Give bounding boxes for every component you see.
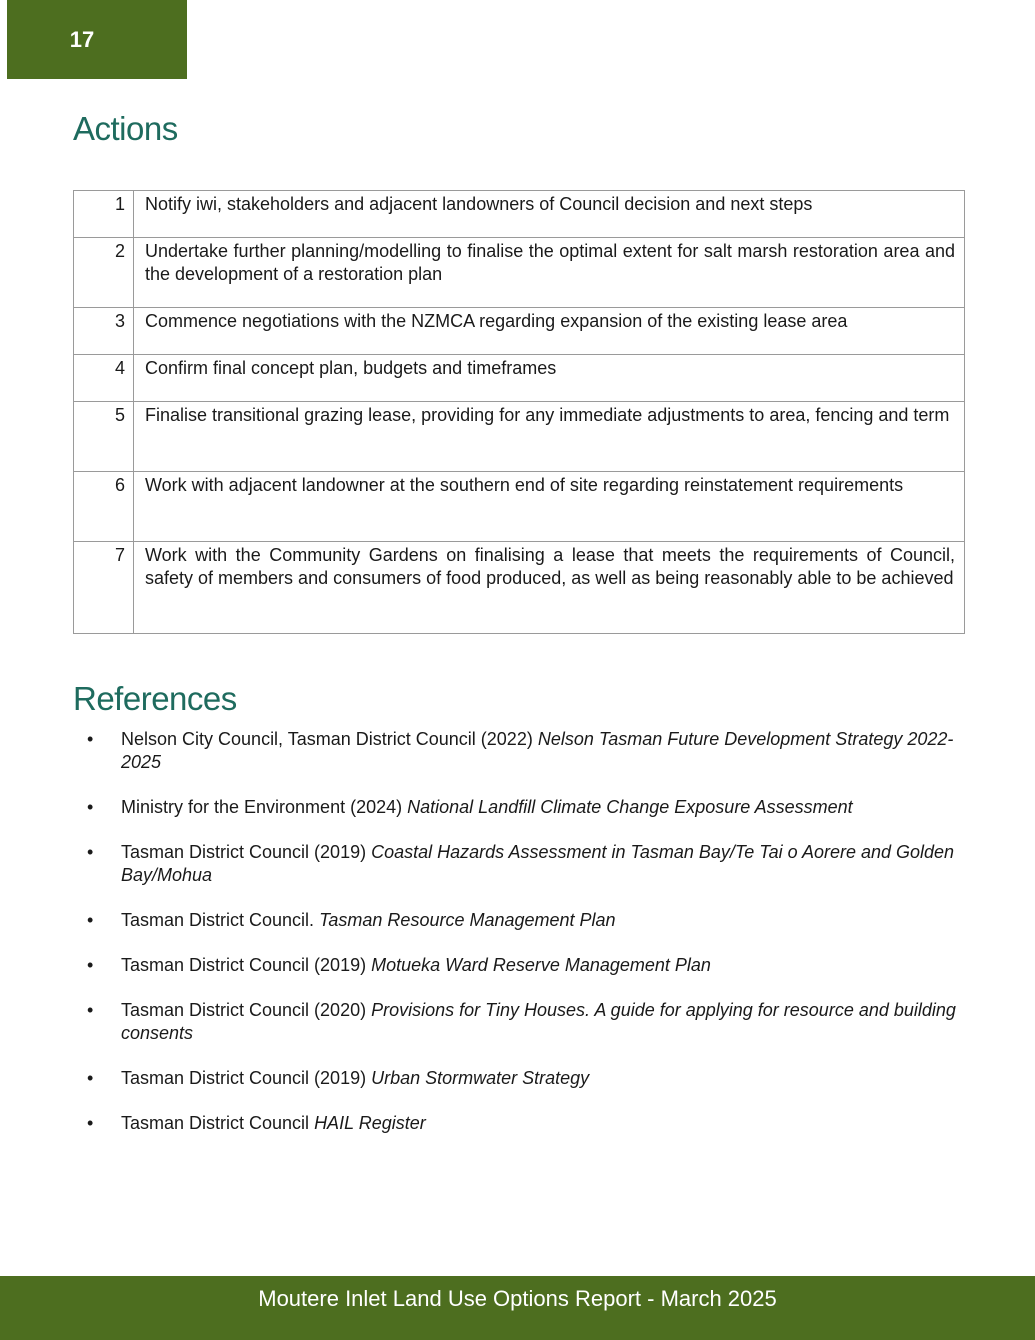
bullet-icon: •	[87, 842, 94, 862]
page-number: 17	[69, 26, 95, 52]
table-row	[74, 402, 965, 472]
list-item	[84, 1067, 964, 1090]
bullet-icon: •	[87, 955, 94, 975]
reference-title: Urban Stormwater Strategy	[371, 1068, 590, 1088]
action-number: 4	[74, 355, 134, 402]
bullet-icon: •	[87, 729, 94, 749]
table-row	[74, 308, 965, 355]
list-item	[84, 954, 964, 977]
reference-title: Nelson Tasman Future Development Strategy 2022-2025	[121, 729, 954, 772]
action-text: Commence negotiations with the NZMCA regarding expansion of the existing lease area	[134, 308, 965, 355]
action-text: Finalise transitional grazing lease, providing for any immediate adjustments to area, fencing and term	[134, 402, 965, 472]
reference-source: Ministry for the Environment (2024)	[121, 797, 408, 817]
bullet-icon: •	[87, 1000, 94, 1020]
action-number: 7	[74, 542, 134, 634]
reference-title: National Landfill Climate Change Exposure Assessment	[407, 797, 853, 817]
table-row	[74, 355, 965, 402]
table-row	[74, 472, 965, 542]
action-text: Work with adjacent landowner at the southern end of site regarding reinstatement requirements	[134, 472, 965, 542]
action-number: 6	[74, 472, 134, 542]
table-row	[74, 238, 965, 308]
reference-source: Tasman District Council (2020)	[121, 1000, 372, 1020]
reference-title: HAIL Register	[314, 1113, 426, 1133]
references-heading: References	[73, 680, 237, 717]
action-number: 2	[74, 238, 134, 308]
footer-bar	[0, 1276, 1035, 1340]
action-text: Confirm final concept plan, budgets and timeframes	[134, 355, 965, 402]
action-text: Work with the Community Gardens on finalising a lease that meets the requirements of Council, safety of members and consumers of food produced, as well as being reasonably able to be achieved	[134, 542, 965, 634]
list-item	[84, 796, 964, 819]
action-text: Notify iwi, stakeholders and adjacent landowners of Council decision and next steps	[134, 191, 965, 238]
reference-title: Coastal Hazards Assessment in Tasman Bay/Te Tai o Aorere and Golden Bay/Mohua	[121, 842, 955, 885]
actions-table	[73, 190, 965, 634]
bullet-icon: •	[87, 797, 94, 817]
table-row	[74, 191, 965, 238]
table-row	[74, 542, 965, 634]
reference-title: Tasman Resource Management Plan	[319, 910, 616, 930]
list-item	[84, 909, 964, 932]
reference-source: Tasman District Council (2019)	[121, 1068, 372, 1088]
action-number: 5	[74, 402, 134, 472]
action-number: 3	[74, 308, 134, 355]
reference-title: Provisions for Tiny Houses. A guide for applying for resource and building consents	[121, 1000, 956, 1043]
page-number-tab	[7, 0, 187, 79]
reference-source: Tasman District Council (2019)	[121, 955, 372, 975]
bullet-icon: •	[87, 1113, 94, 1133]
bullet-icon: •	[87, 910, 94, 930]
action-number: 1	[74, 191, 134, 238]
reference-title: Motueka Ward Reserve Management Plan	[371, 955, 711, 975]
list-item	[84, 1112, 964, 1135]
footer-text: Moutere Inlet Land Use Options Report - March 2025	[258, 1286, 777, 1311]
actions-heading: Actions	[73, 110, 178, 147]
reference-source: Tasman District Council.	[121, 910, 320, 930]
reference-source: Tasman District Council	[121, 1113, 315, 1133]
references-list	[84, 728, 964, 1157]
reference-source: Nelson City Council, Tasman District Council (2022)	[121, 729, 538, 749]
reference-source: Tasman District Council (2019)	[121, 842, 372, 862]
list-item	[84, 728, 964, 774]
list-item	[84, 999, 964, 1045]
list-item	[84, 841, 964, 887]
action-text: Undertake further planning/modelling to finalise the optimal extent for salt marsh restoration area and the development of a restoration plan	[134, 238, 965, 308]
bullet-icon: •	[87, 1068, 94, 1088]
